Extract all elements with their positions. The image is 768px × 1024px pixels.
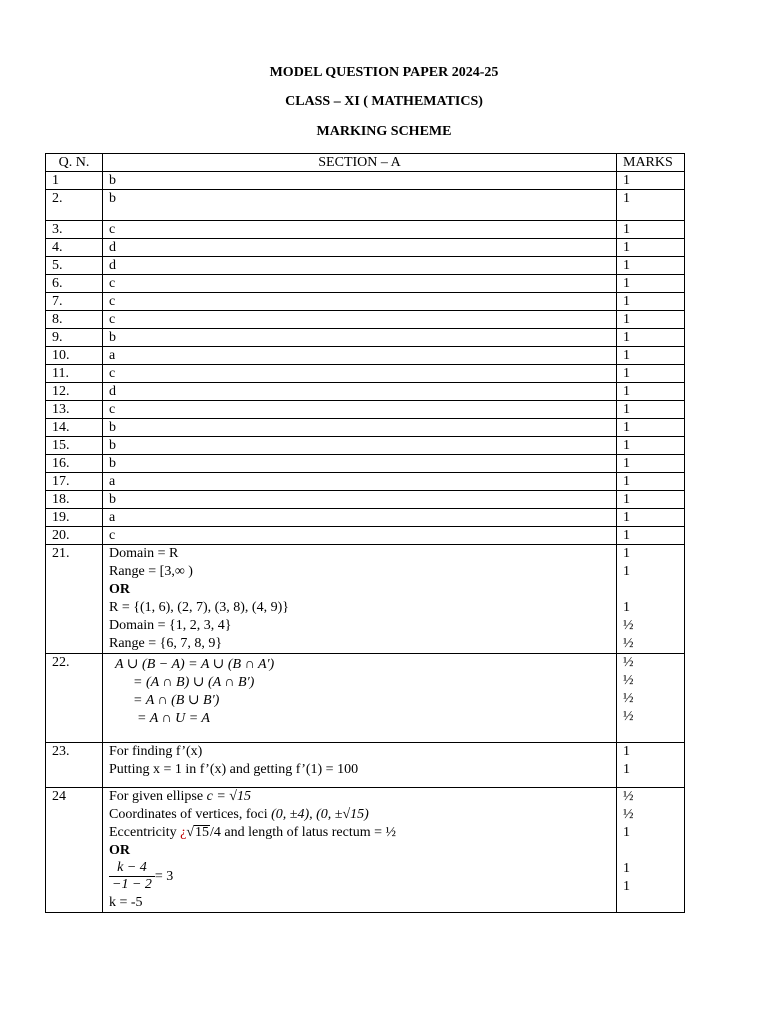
table-row (46, 654, 685, 743)
mark-value: 1 (623, 564, 630, 579)
marks-cell: 1 (617, 509, 685, 527)
question-number: 4. (46, 239, 103, 257)
marks-cell: 1 (617, 419, 685, 437)
marks-cell: 1 (617, 455, 685, 473)
answer-cell: b (103, 190, 617, 221)
question-number: 8. (46, 311, 103, 329)
fraction-rhs: = 3 (154, 869, 174, 884)
answer-cell: d (103, 257, 617, 275)
answer-line: Putting x = 1 in f’(x) and getting f’(1) = 100 (109, 762, 359, 777)
answer-line (109, 806, 610, 824)
question-number: 20. (46, 527, 103, 545)
marks-cell: 1 (617, 401, 685, 419)
question-number: 3. (46, 221, 103, 239)
mark-value: 1 (623, 879, 630, 894)
table-row (46, 473, 685, 491)
math-line: A ∪ (B − A) = A ∪ (B ∩ A′) (115, 657, 275, 672)
marks-cell: 1 (617, 190, 685, 221)
table-row (46, 419, 685, 437)
mark-value: 1 (623, 762, 630, 777)
marks-cell: 1 (617, 473, 685, 491)
answer-cell: c (103, 311, 617, 329)
answer-line: For finding f’(x) (109, 744, 203, 759)
marks-cell: 1 (617, 293, 685, 311)
marks-cell: 1 (617, 257, 685, 275)
marks-cell: 1 (617, 172, 685, 190)
answer-cell: b (103, 329, 617, 347)
answer-cell: c (103, 221, 617, 239)
table-row (46, 365, 685, 383)
answer-text: For given ellipse (109, 789, 207, 804)
table-row (46, 437, 685, 455)
answer-cell (103, 654, 617, 743)
question-number: 1 (46, 172, 103, 190)
question-number: 24 (46, 788, 103, 913)
marks-cell (617, 788, 685, 913)
table-row (46, 275, 685, 293)
answer-cell: b (103, 172, 617, 190)
answer-text: Eccentricity (109, 825, 181, 840)
section-header: SECTION – A (103, 154, 617, 172)
answer-cell: d (103, 239, 617, 257)
mark-value (623, 842, 678, 860)
question-number: 12. (46, 383, 103, 401)
mark-value: ½ (623, 618, 634, 633)
table-row (46, 190, 685, 221)
marks-cell: 1 (617, 383, 685, 401)
answer-line: Domain = R (109, 546, 179, 561)
answer-cell: c (103, 365, 617, 383)
answer-cell: a (103, 473, 617, 491)
marks-cell: 1 (617, 527, 685, 545)
table-row (46, 401, 685, 419)
table-row (46, 221, 685, 239)
table-row (46, 257, 685, 275)
answer-cell (103, 545, 617, 654)
or-label: OR (109, 582, 130, 597)
answer-line: k = -5 (109, 895, 143, 910)
marks-cell: 1 (617, 437, 685, 455)
math-expression: c = √15 (206, 789, 251, 804)
mark-value: ½ (623, 709, 634, 724)
marks-header: MARKS (617, 154, 685, 172)
table-header-row (46, 154, 685, 172)
answer-cell: d (103, 383, 617, 401)
math-line: = A ∩ U = A (137, 711, 210, 726)
table-row (46, 527, 685, 545)
question-number: 10. (46, 347, 103, 365)
marks-cell: 1 (617, 311, 685, 329)
question-number: 7. (46, 293, 103, 311)
answer-line: Range = [3,∞ ) (109, 564, 193, 579)
question-number: 5. (46, 257, 103, 275)
answer-line: R = {(1, 6), (2, 7), (3, 8), (4, 9)} (109, 600, 289, 615)
mark-value: ½ (623, 691, 634, 706)
mark-value: ½ (623, 636, 634, 651)
question-number: 18. (46, 491, 103, 509)
mark-value: 1 (623, 600, 630, 615)
answer-line (109, 788, 610, 806)
answer-line: Range = {6, 7, 8, 9} (109, 636, 223, 651)
table-row (46, 545, 685, 654)
marks-cell: 1 (617, 365, 685, 383)
mark-value: 1 (623, 744, 630, 759)
marks-cell (617, 545, 685, 654)
scheme-title: MARKING SCHEME (316, 124, 452, 139)
answer-cell: c (103, 275, 617, 293)
mark-value: ½ (623, 789, 634, 804)
answer-cell: b (103, 455, 617, 473)
question-number: 2. (46, 190, 103, 221)
marks-cell: 1 (617, 221, 685, 239)
mark-value: 1 (623, 825, 630, 840)
table-row (46, 293, 685, 311)
table-row (46, 491, 685, 509)
question-number: 6. (46, 275, 103, 293)
table-row (46, 172, 685, 190)
question-number: 13. (46, 401, 103, 419)
answer-cell (103, 788, 617, 913)
mark-value: 1 (623, 861, 630, 876)
answer-cell (103, 743, 617, 788)
table-row (46, 239, 685, 257)
answer-text: Coordinates of vertices, foci (109, 807, 272, 822)
answer-cell: b (103, 419, 617, 437)
table-row (46, 455, 685, 473)
mark-value: 1 (623, 546, 630, 561)
qn-header: Q. N. (46, 154, 103, 172)
answer-cell: a (103, 509, 617, 527)
question-number: 16. (46, 455, 103, 473)
simple-rows-body (46, 172, 685, 545)
question-number: 15. (46, 437, 103, 455)
paper-title: MODEL QUESTION PAPER 2024-25 (269, 65, 499, 80)
class-title: CLASS – XI ( MATHEMATICS) (285, 94, 483, 109)
answer-cell: a (103, 347, 617, 365)
fraction (109, 860, 155, 893)
question-number: 9. (46, 329, 103, 347)
marks-cell (617, 743, 685, 788)
math-line: = (A ∩ B) ∪ (A ∩ B′) (133, 675, 255, 690)
answer-line: Eccentricity ¿√15/4 and length of latus rectum = ½ (109, 825, 397, 840)
marks-cell: 1 (617, 329, 685, 347)
math-line: = A ∩ (B ∪ B′) (133, 693, 220, 708)
question-number: 22. (46, 654, 103, 743)
mark-value: ½ (623, 673, 634, 688)
sqrt-operand: 15 (195, 825, 210, 840)
question-number: 14. (46, 419, 103, 437)
question-number: 23. (46, 743, 103, 788)
question-number: 19. (46, 509, 103, 527)
table-row (46, 347, 685, 365)
mark-value (623, 581, 678, 599)
question-number: 21. (46, 545, 103, 654)
table-row (46, 311, 685, 329)
marks-cell: 1 (617, 347, 685, 365)
or-label: OR (109, 843, 130, 858)
table-row (46, 329, 685, 347)
answer-text: /4 and length of latus rectum = ½ (210, 825, 397, 840)
fraction-line (109, 860, 610, 894)
mark-value: ½ (623, 655, 634, 670)
fraction-numerator: k − 4 (109, 860, 155, 877)
question-number: 17. (46, 473, 103, 491)
answer-cell: c (103, 293, 617, 311)
math-expression: (0, ±4), (0, ±√15) (271, 807, 369, 822)
table-row (46, 509, 685, 527)
table-row (46, 743, 685, 788)
answer-cell: b (103, 437, 617, 455)
red-glyph: ¿ (180, 825, 187, 840)
marks-cell: 1 (617, 491, 685, 509)
answer-cell: c (103, 527, 617, 545)
mark-value: ½ (623, 807, 634, 822)
table-row (46, 383, 685, 401)
marks-cell: 1 (617, 239, 685, 257)
fraction-denominator: −1 − 2 (112, 877, 152, 892)
marking-table (45, 153, 685, 913)
question-number: 11. (46, 365, 103, 383)
long-answer-rows (46, 545, 685, 913)
answer-cell: b (103, 491, 617, 509)
marks-cell: 1 (617, 275, 685, 293)
answer-cell: c (103, 401, 617, 419)
table-row (46, 788, 685, 913)
marks-cell (617, 654, 685, 743)
answer-line: Domain = {1, 2, 3, 4} (109, 618, 232, 633)
